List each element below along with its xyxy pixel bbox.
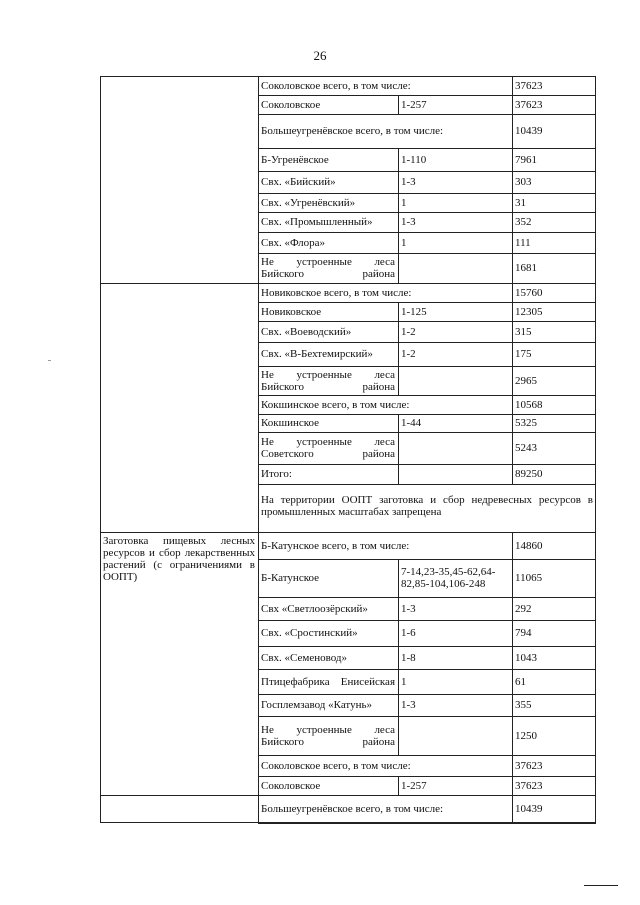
cell-area <box>512 414 596 432</box>
cell-name <box>258 716 398 755</box>
cell-name <box>258 532 512 559</box>
cell-area-text: 315 <box>515 325 532 338</box>
cell-name-text: Свх. «В-Бехтемирский» <box>261 348 373 360</box>
cell-name <box>258 321 398 342</box>
restriction-notice: На территории ООПТ заготовка и сбор недревесных ресурсов в промышленных масштабах запрещена <box>261 494 593 518</box>
cell-area-text: 303 <box>515 176 532 188</box>
cell-area <box>512 597 596 620</box>
cell-area-text: 794 <box>515 627 532 639</box>
page-number: 26 <box>313 48 327 63</box>
cell-quarters <box>398 193 512 212</box>
cell-quarters <box>398 342 512 366</box>
row-border <box>258 823 596 824</box>
cell-name-text: Свх. «Бийский» <box>261 176 336 188</box>
cell-area <box>512 532 596 559</box>
cell-name <box>258 114 512 148</box>
cell-area-text: 15760 <box>515 286 543 299</box>
cell-quarters-text: 1-3 <box>401 699 416 711</box>
cell-quarters <box>398 148 512 171</box>
cell-quarters-text: 7-14,23-35,45-62,64-82,85-104,106-248 <box>401 566 496 590</box>
cell-area-text: 37623 <box>515 759 543 772</box>
cell-name <box>258 395 512 414</box>
cell-area-text: 14860 <box>515 539 543 552</box>
cell-area-text: 89250 <box>515 468 543 480</box>
cell-name <box>258 694 398 716</box>
cell-name <box>258 559 398 597</box>
cell-area-text: 37623 <box>515 79 543 92</box>
cell-quarters-text: 1-125 <box>401 305 427 318</box>
cell-name-text: Госплемзавод «Катунь» <box>261 699 372 711</box>
cell-quarters <box>398 669 512 694</box>
cell-area <box>512 432 596 464</box>
cell-quarters <box>398 232 512 253</box>
cell-area-text: 1250 <box>515 729 537 742</box>
cell-area <box>512 559 596 597</box>
cell-area-text: 37623 <box>515 98 543 111</box>
cell-area-text: 12305 <box>515 305 543 318</box>
cell-name-text: Не устроенные леса Бийского района <box>261 723 395 748</box>
cell-quarters-text: 1-8 <box>401 651 416 664</box>
cell-area <box>512 776 596 795</box>
cell-name <box>258 253 398 283</box>
cell-name-text: Свх. «Промышленный» <box>261 216 373 228</box>
cell-area <box>512 464 596 484</box>
row-border <box>258 484 596 485</box>
margin-mark <box>48 360 51 361</box>
cell-area-text: 1043 <box>515 651 537 664</box>
cell-quarters <box>398 321 512 342</box>
cell-quarters-text: 1-2 <box>401 325 416 338</box>
cell-name <box>258 755 512 776</box>
cell-area-text: 10439 <box>515 125 543 137</box>
cell-name-text: Свх. «Флора» <box>261 236 326 249</box>
cell-area <box>512 76 596 95</box>
cell-name <box>258 620 398 646</box>
cell-quarters <box>398 302 512 321</box>
cell-area <box>512 620 596 646</box>
cell-name-text: Соколовское всего, в том числе: <box>261 79 411 92</box>
activity-description: Заготовка пищевых лесных ресурсов и сбор лекарственных растений (с ограничениями в ООПТ) <box>103 535 255 583</box>
cell-quarters-text: 1-3 <box>401 176 416 188</box>
cell-area <box>512 171 596 193</box>
cell-area <box>512 321 596 342</box>
cell-name-text: Не устроенные леса Советского района <box>261 436 395 460</box>
cell-quarters-text: 1-110 <box>401 153 427 166</box>
cell-name-text: Не устроенные леса Бийского района <box>261 256 395 280</box>
cell-area-text: 2965 <box>515 374 537 387</box>
cell-name-text: Новиковское <box>261 305 322 318</box>
cell-quarters <box>398 171 512 193</box>
cell-name <box>258 776 398 795</box>
cell-quarters <box>398 366 512 395</box>
cell-area-text: 7961 <box>515 153 537 166</box>
cell-name <box>258 464 398 484</box>
cell-area-text: 10568 <box>515 398 543 411</box>
cell-name-text: Свх. «Воеводский» <box>261 325 352 338</box>
cell-area <box>512 302 596 321</box>
cell-quarters <box>398 414 512 432</box>
cell-area-text: 11065 <box>515 572 543 584</box>
cell-name <box>258 95 398 114</box>
cell-name <box>258 212 398 232</box>
cell-area-text: 1681 <box>515 262 537 274</box>
cell-quarters-text: 1-6 <box>401 627 416 639</box>
cell-quarters-text: 1-3 <box>401 216 416 228</box>
cell-area <box>512 646 596 669</box>
cell-area <box>512 114 596 148</box>
cell-name <box>258 148 398 171</box>
cell-name-text: Большеугренёвское всего, в том числе: <box>261 125 444 137</box>
cell-quarters-text: 1-2 <box>401 348 416 360</box>
cell-name-text: Большеугренёвское всего, в том числе: <box>261 803 444 815</box>
cell-name <box>258 795 512 823</box>
cell-area <box>512 795 596 823</box>
cell-area <box>512 395 596 414</box>
cell-name <box>258 669 398 694</box>
cell-name <box>258 414 398 432</box>
cell-area <box>512 669 596 694</box>
footer-rule <box>584 885 618 886</box>
cell-name-text: Свх. «Сростинский» <box>261 627 358 639</box>
cell-name <box>258 342 398 366</box>
cell-quarters-text: 1 <box>401 196 407 209</box>
cell-area <box>512 95 596 114</box>
cell-name <box>258 232 398 253</box>
cell-quarters <box>398 95 512 114</box>
cell-area <box>512 755 596 776</box>
cell-area <box>512 232 596 253</box>
cell-area <box>512 342 596 366</box>
cell-name-text: Свх. «Угренёвский» <box>261 196 356 209</box>
cell-area-text: 37623 <box>515 779 543 792</box>
cell-name-text: Соколовское всего, в том числе: <box>261 759 411 772</box>
cell-name <box>258 283 512 302</box>
cell-area-text: 61 <box>515 675 526 688</box>
cell-name-text: Новиковское всего, в том числе: <box>261 286 412 299</box>
cell-area <box>512 148 596 171</box>
cell-quarters <box>398 432 512 464</box>
cell-area-text: 5243 <box>515 442 537 454</box>
cell-quarters <box>398 253 512 283</box>
cell-quarters <box>398 694 512 716</box>
cell-area-text: 352 <box>515 216 532 228</box>
cell-name-text: Птицефабрика Енисейская <box>261 675 395 688</box>
cell-area-text: 111 <box>515 236 531 249</box>
cell-name-text: Итого: <box>261 468 292 480</box>
cell-area <box>512 253 596 283</box>
cell-name-text: Свх. «Семеновод» <box>261 651 348 664</box>
cell-name <box>258 193 398 212</box>
cell-area-text: 355 <box>515 699 532 711</box>
cell-quarters <box>398 776 512 795</box>
cell-area <box>512 366 596 395</box>
cell-name-text: Кокшинское <box>261 417 320 429</box>
cell-quarters-text: 1-3 <box>401 602 416 615</box>
cell-area-text: 5325 <box>515 417 537 429</box>
cell-quarters-text: 1-257 <box>401 779 427 792</box>
cell-quarters <box>398 559 512 597</box>
cell-quarters <box>398 212 512 232</box>
cell-name-text: Б-Угренёвское <box>261 153 329 166</box>
cell-name-text: Б-Катунское всего, в том числе: <box>261 539 410 552</box>
cell-name-text: Соколовское <box>261 98 321 111</box>
cell-quarters-text: 1 <box>401 236 407 249</box>
cell-name-text: Б-Катунское <box>261 572 320 584</box>
cell-name-text: Свх «Светлоозёрский» <box>261 602 368 615</box>
cell-name-text: Не устроенные леса Бийского района <box>261 368 395 393</box>
cell-quarters <box>398 646 512 669</box>
cell-area <box>512 212 596 232</box>
cell-area <box>512 694 596 716</box>
cell-name <box>258 302 398 321</box>
cell-name <box>258 646 398 669</box>
cell-area-text: 31 <box>515 196 526 209</box>
cell-area <box>512 193 596 212</box>
cell-area <box>512 716 596 755</box>
cell-quarters-text: 1-44 <box>401 417 422 429</box>
cell-name-text: Соколовское <box>261 779 321 792</box>
cell-name <box>258 171 398 193</box>
cell-quarters <box>398 464 512 484</box>
cell-quarters <box>398 716 512 755</box>
cell-name-text: Кокшинское всего, в том числе: <box>261 398 410 411</box>
cell-area <box>512 283 596 302</box>
cell-name <box>258 366 398 395</box>
cell-area-text: 175 <box>515 348 532 360</box>
cell-quarters-text: 1-257 <box>401 98 427 111</box>
cell-name <box>258 597 398 620</box>
cell-name <box>258 432 398 464</box>
cell-quarters <box>398 597 512 620</box>
cell-area-text: 292 <box>515 602 532 615</box>
cell-area-text: 10439 <box>515 803 543 815</box>
cell-quarters-text: 1 <box>401 675 407 688</box>
cell-quarters <box>398 620 512 646</box>
cell-name <box>258 76 512 95</box>
